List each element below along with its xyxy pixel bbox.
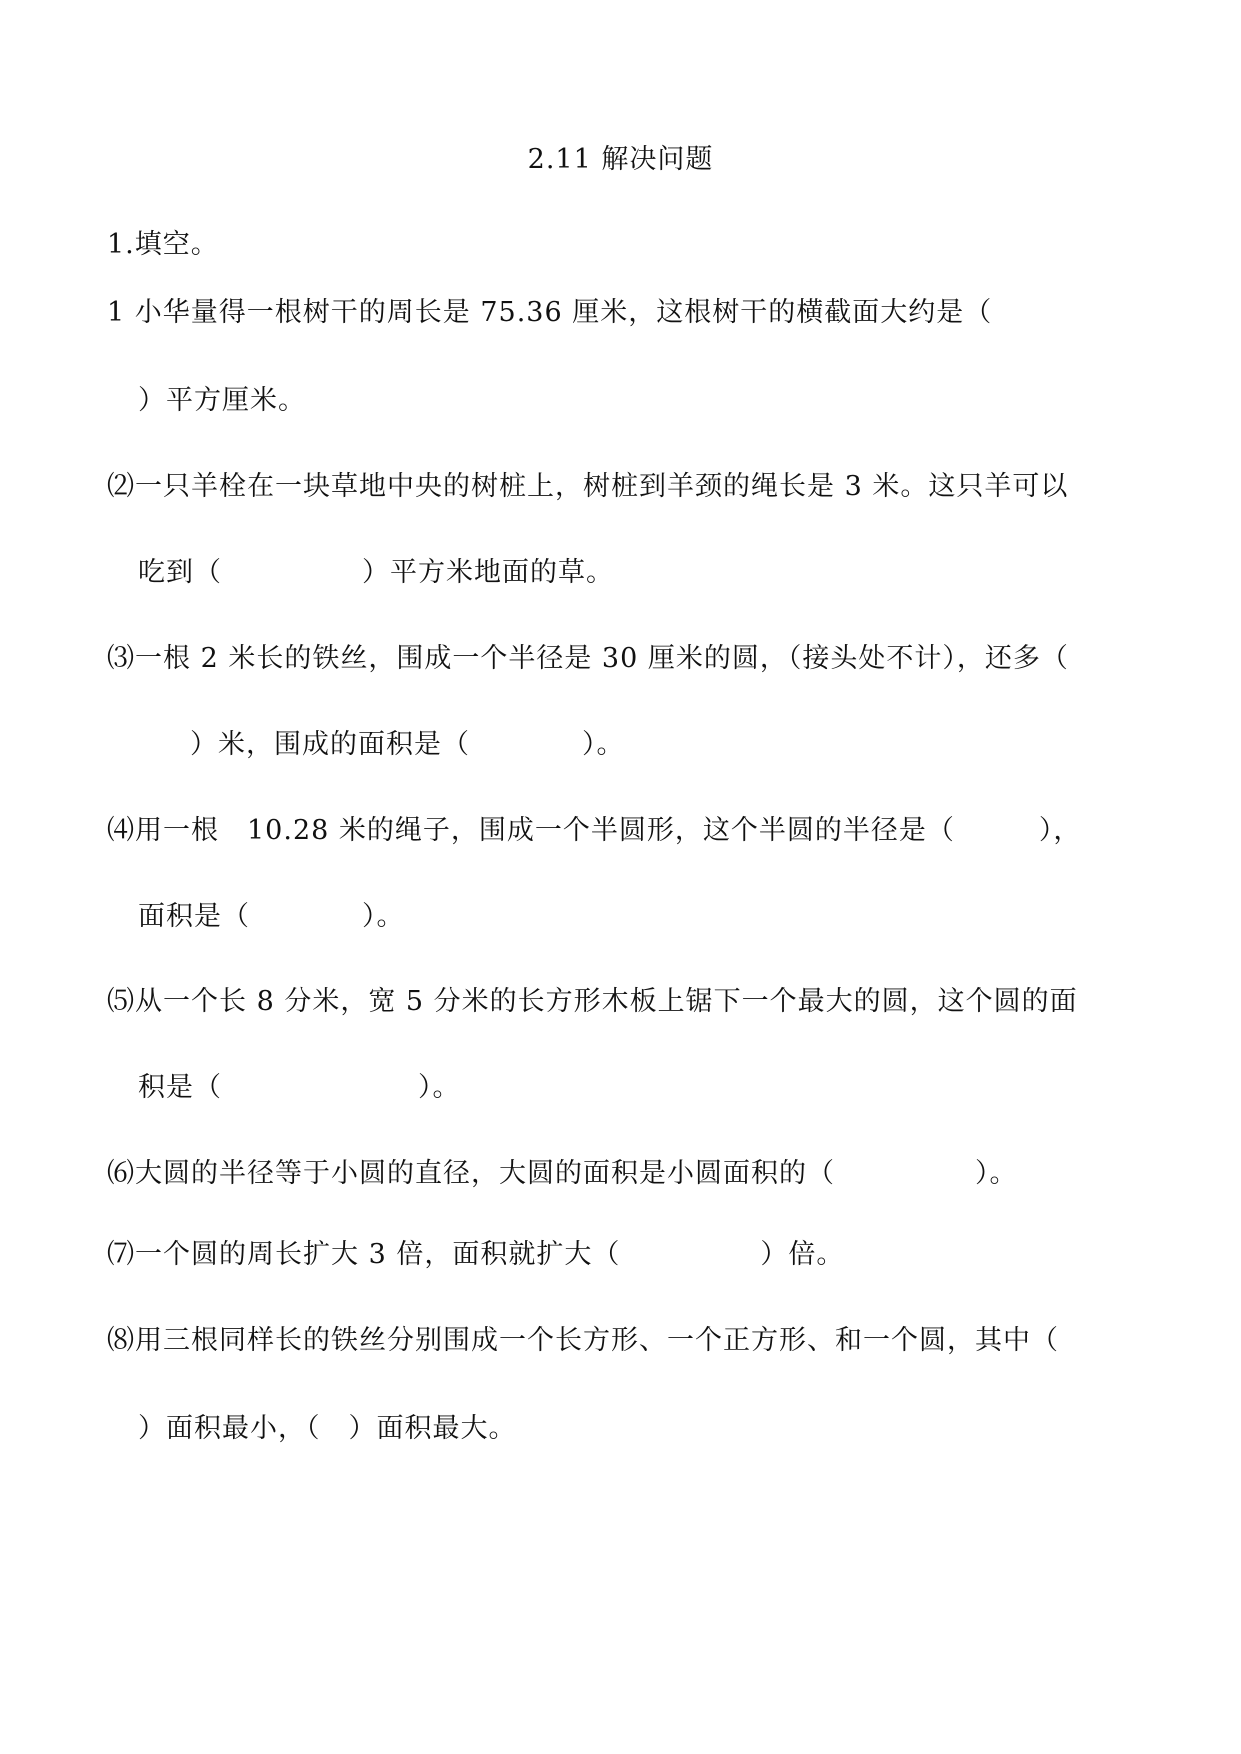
question-6: ⑹大圆的半径等于小圆的直径，大圆的面积是小圆面积的（ ）。 [107,1158,1018,1189]
question-7: ⑺一个圆的周长扩大 3 倍，面积就扩大（ ）倍。 [107,1239,845,1270]
question-3-line-1: ⑶一根 2 米长的铁丝，围成一个半径是 30 厘米的圆，（接头处不计），还多（ [107,643,1069,674]
question-3-line-2: ）米，围成的面积是（ ）。 [190,729,625,760]
page-title: 2.11 解决问题 [527,144,714,175]
question-8-line-1: ⑻用三根同样长的铁丝分别围成一个长方形、一个正方形、和一个圆，其中（ [107,1325,1059,1356]
question-1-line-1: 1 小华量得一根树干的周长是 75.36 厘米，这根树干的横截面大约是（ [107,297,993,328]
question-5-line-2: 积是（ ）。 [138,1072,461,1103]
question-4-line-1: ⑷用一根 10.28 米的绳子，围成一个半圆形，这个半圆的半径是（ ）， [107,815,1082,846]
question-4-line-2: 面积是（ ）。 [138,901,405,932]
question-2-line-2: 吃到（ ）平方米地面的草。 [138,557,614,588]
question-2-line-1: ⑵一只羊栓在一块草地中央的树桩上，树桩到羊颈的绳长是 3 米。这只羊可以 [107,471,1069,502]
question-5-line-1: ⑸从一个长 8 分米，宽 5 分米的长方形木板上锯下一个最大的圆，这个圆的面 [107,986,1078,1017]
section-heading: 1.填空。 [107,229,219,260]
question-8-line-2: ）面积最小，（ ）面积最大。 [138,1413,517,1444]
question-1-line-2: ）平方厘米。 [138,385,306,416]
